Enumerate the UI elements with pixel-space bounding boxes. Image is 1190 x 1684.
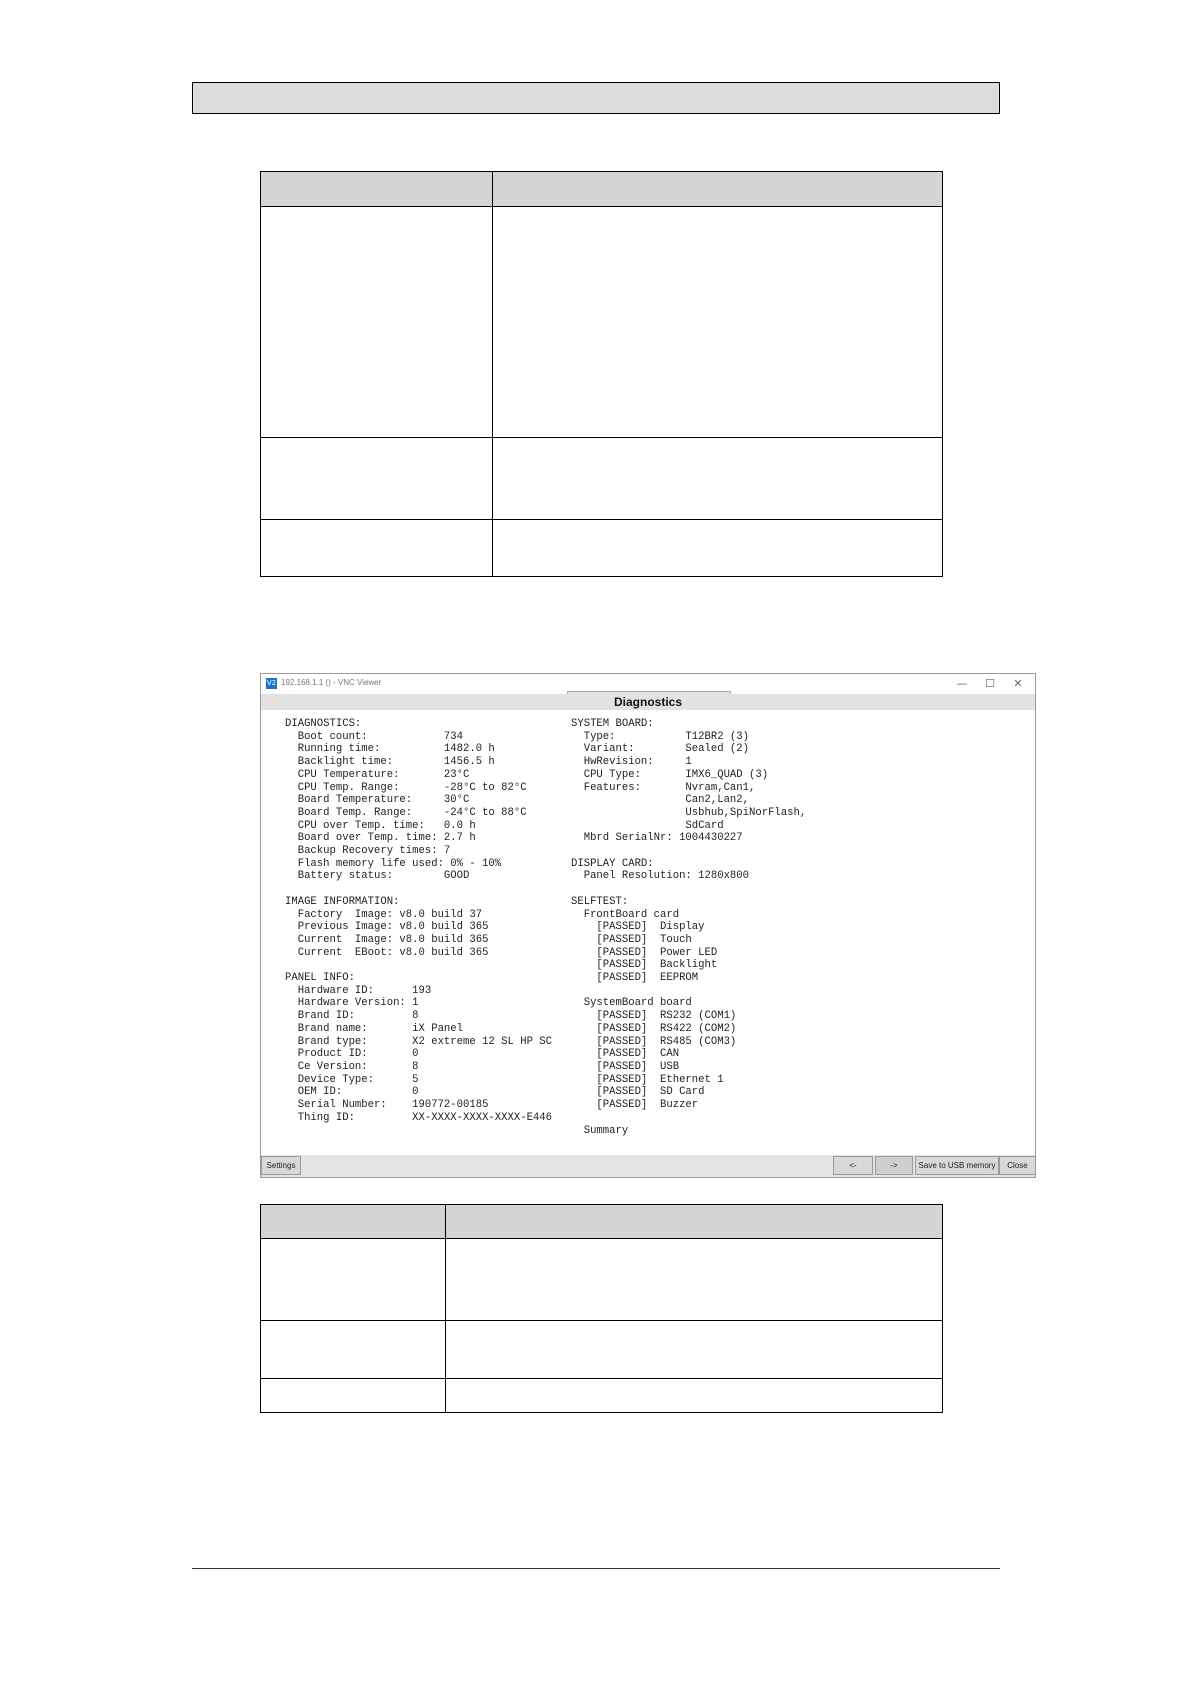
upper-table-header-cell	[261, 172, 493, 207]
table-cell	[261, 520, 493, 577]
screen-title: Diagnostics	[613, 695, 682, 709]
save-to-usb-button[interactable]: Save to USB memory	[915, 1156, 999, 1175]
footer-rule	[192, 1568, 1000, 1569]
vnc-viewer-window	[260, 673, 1036, 1178]
table-row	[261, 438, 943, 520]
maximize-button[interactable]: ☐	[985, 677, 995, 690]
table-cell	[446, 1321, 943, 1379]
window-title: 192.168.1.1 () - VNC Viewer	[281, 678, 382, 687]
diagnostics-header	[261, 694, 1035, 710]
window-close-button[interactable]: ✕	[1013, 677, 1023, 690]
table-row	[261, 1379, 943, 1413]
table-cell	[446, 1239, 943, 1321]
table-cell	[493, 520, 943, 577]
lower-table-header-cell	[261, 1205, 446, 1239]
table-cell	[261, 1379, 446, 1413]
next-page-button[interactable]: ->	[875, 1156, 913, 1175]
lower-table	[260, 1204, 943, 1413]
upper-table-header-row	[261, 172, 943, 207]
vnc-app-icon: V2	[266, 679, 277, 687]
table-row	[261, 1239, 943, 1321]
lower-table-header-cell	[446, 1205, 943, 1239]
table-cell	[261, 207, 493, 438]
table-row	[261, 207, 943, 438]
upper-table-header-cell	[493, 172, 943, 207]
diagnostics-tab-handle	[567, 691, 731, 694]
table-row	[261, 520, 943, 577]
close-button[interactable]: Close	[999, 1156, 1036, 1175]
table-cell	[261, 1239, 446, 1321]
upper-table	[260, 171, 943, 577]
table-cell	[261, 438, 493, 520]
minimize-button[interactable]: —	[956, 677, 968, 690]
previous-page-button[interactable]: <-	[833, 1156, 873, 1175]
table-cell	[493, 438, 943, 520]
lower-table-header-row	[261, 1205, 943, 1239]
page-header-bar	[192, 82, 1000, 114]
table-cell	[446, 1379, 943, 1413]
bottom-button-bar	[261, 1155, 1035, 1177]
table-cell	[261, 1321, 446, 1379]
system-board-info-text: SYSTEM BOARD: Type: T12BR2 (3) Variant: Sealed (2) HwRevision: 1 CPU Type: IMX6_QUAD (3) Features: Nvram,Can1, Can2,Lan2, Usbhub,SpiNorFlash, SdCard Mbrd SerialNr: 1004430227 DISPLAY CARD: Panel Resolution: 1280x800 SELFTEST: FrontBoard card [PASSED] Display [PASSED] Touch [PASSED] Power LED [PASSED] Backlight [PASSED] EEPROM SystemBoard board [PASSED] RS232 (COM1) [PASSED] RS422 (COM2) [PASSED] RS485 (COM3) [PASSED] CAN [PASSED] USB [PASSED] Ethernet 1 [PASSED] SD Card [PASSED] Buzzer Summary	[571, 718, 807, 1137]
settings-button[interactable]: Settings	[261, 1156, 301, 1175]
diagnostics-info-text: DIAGNOSTICS: Boot count: 734 Running time: 1482.0 h Backlight time: 1456.5 h CPU Temperature: 23°C CPU Temp. Range: -28°C to 82°C Board Temperature: 30°C Board Temp. Range: -24°C to 88°C CPU over Temp. time: 0.0 h Board over Temp. time: 2.7 h Backup Recovery times: 7 Flash memory life used: 0% - 10% Battery status: GOOD IMAGE INFORMATION: Factory Image: v8.0 build 37 Previous Image: v8.0 build 365 Current Image: v8.0 build 365 Current EBoot: v8.0 build 365 PANEL INFO: Hardware ID: 193 Hardware Version: 1 Brand ID: 8 Brand name: iX Panel Brand type: X2 extreme 12 SL HP SC Product ID: 0 Ce Version: 8 Device Type: 5 OEM ID: 0 Serial Number: 190772-00185 Thing ID: XX-XXXX-XXXX-XXXX-E446	[285, 718, 553, 1124]
table-cell	[493, 207, 943, 438]
table-row	[261, 1321, 943, 1379]
